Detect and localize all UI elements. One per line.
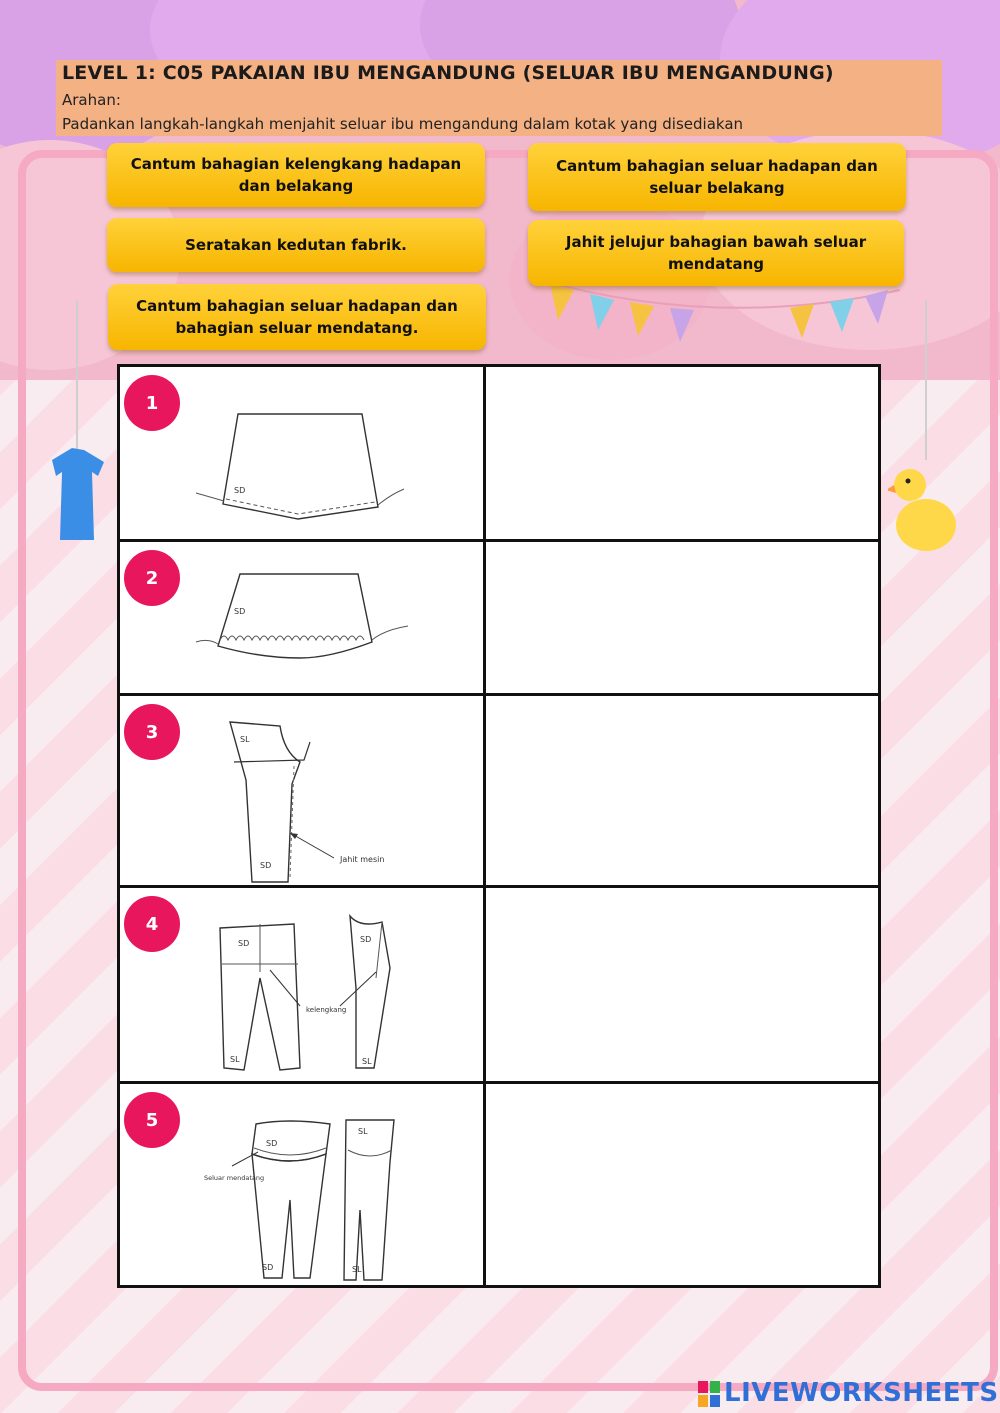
option-card[interactable]: Cantum bahagian kelengkang hadapan dan belakang bbox=[107, 143, 485, 207]
fabric-label: SD bbox=[260, 861, 272, 870]
step-number-badge: 4 bbox=[124, 896, 180, 952]
fabric-label: SD bbox=[360, 935, 372, 944]
answer-drop-zone[interactable] bbox=[489, 1084, 878, 1285]
instruction-text: Padankan langkah-langkah menjahit seluar ibu mengandung dalam kotak yang disediakan bbox=[62, 115, 744, 133]
option-card[interactable]: Cantum bahagian seluar hadapan dan bahagian seluar mendatang. bbox=[108, 284, 486, 350]
step-number-badge: 3 bbox=[124, 704, 180, 760]
fabric-label: SL bbox=[230, 1055, 240, 1064]
annotation-label: kelengkang bbox=[306, 1006, 347, 1014]
answer-drop-zone[interactable] bbox=[489, 542, 878, 693]
step-2-illustration bbox=[190, 562, 430, 692]
fabric-label: SL bbox=[240, 735, 250, 744]
step-image-cell bbox=[120, 542, 486, 693]
fabric-label: SD bbox=[266, 1139, 278, 1148]
fabric-label: SD bbox=[238, 939, 250, 948]
option-card[interactable]: Jahit jelujur bahagian bawah seluar mendatang bbox=[528, 220, 904, 286]
step-1-illustration bbox=[190, 397, 430, 527]
fabric-label: SL bbox=[362, 1057, 372, 1066]
option-card[interactable]: Seratakan kedutan fabrik. bbox=[107, 218, 485, 272]
step-number-badge: 2 bbox=[124, 550, 180, 606]
fabric-label: SL bbox=[352, 1265, 362, 1274]
option-card[interactable]: Cantum bahagian seluar hadapan dan seluar belakang bbox=[528, 143, 906, 211]
step-image-cell bbox=[120, 696, 486, 885]
step-number-badge: 1 bbox=[124, 375, 180, 431]
answer-drop-zone[interactable] bbox=[489, 888, 878, 1081]
fabric-label: SD bbox=[234, 607, 246, 616]
step-number-badge: 5 bbox=[124, 1092, 180, 1148]
answer-drop-zone[interactable] bbox=[489, 367, 878, 539]
step-4-illustration bbox=[210, 908, 470, 1083]
step-5-illustration bbox=[198, 1110, 478, 1285]
annotation-label: Seluar mendatang bbox=[204, 1174, 265, 1182]
page-title: LEVEL 1: C05 PAKAIAN IBU MENGANDUNG (SELUAR IBU MENGANDUNG) bbox=[62, 62, 834, 84]
step-image-cell bbox=[120, 888, 486, 1081]
instruction-label: Arahan: bbox=[62, 91, 121, 109]
annotation-label: Jahit mesin bbox=[340, 855, 385, 864]
fabric-label: SD bbox=[262, 1263, 274, 1272]
liveworksheets-logo-icon bbox=[698, 1381, 720, 1407]
duck-decoration bbox=[888, 300, 958, 560]
step-image-cell bbox=[120, 367, 486, 539]
fabric-label: SD bbox=[234, 486, 246, 495]
brand-name[interactable]: LIVEWORKSHEETS bbox=[724, 1378, 999, 1408]
step-image-cell bbox=[120, 1084, 486, 1285]
answer-drop-zone[interactable] bbox=[489, 696, 878, 885]
fabric-label: SL bbox=[358, 1127, 368, 1136]
step-3-illustration bbox=[210, 712, 470, 887]
hanging-clothes-decoration bbox=[42, 300, 112, 560]
